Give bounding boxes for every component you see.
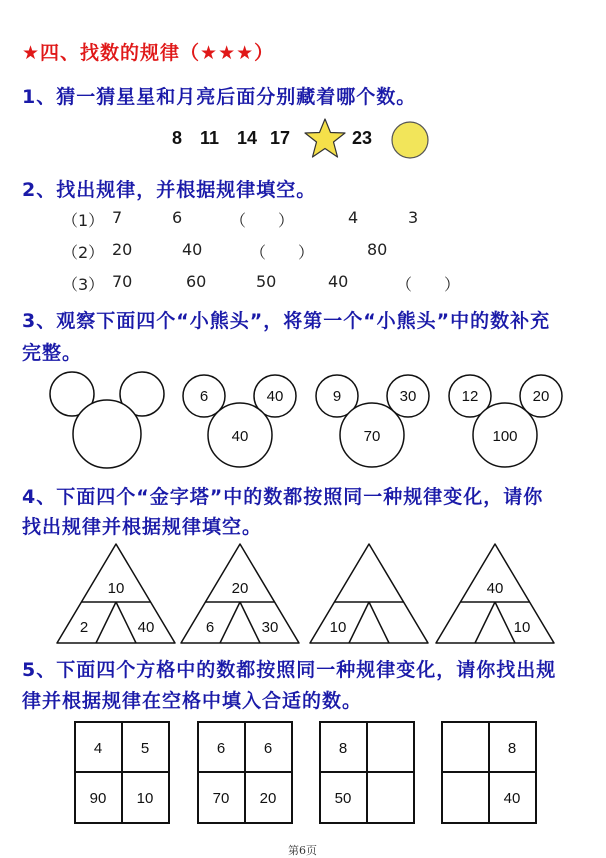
bear-center-value: 100 xyxy=(492,428,518,445)
number-grid xyxy=(198,722,292,823)
grid-cell-value: 5 xyxy=(140,740,150,757)
row-item: 50 xyxy=(256,272,277,291)
question-4-text-line2: 找出规律并根据规律填空。 xyxy=(22,516,263,538)
row-item: 20 xyxy=(112,240,133,259)
grid-cell-value: 70 xyxy=(212,790,230,807)
pyramid-left-value: 2 xyxy=(79,619,89,636)
row-item: 80 xyxy=(367,240,388,259)
bear-center-value: 40 xyxy=(231,428,249,445)
row-item: 40 xyxy=(182,240,203,259)
question-5-text-line1: 5、下面四个方格中的数都按照同一种规律变化，请你找出规 xyxy=(22,659,557,681)
sequence-item: 8 xyxy=(172,128,183,148)
row-item: 4 xyxy=(348,208,359,227)
pyramid-right-value: 30 xyxy=(261,619,279,636)
grid-cell-value: 40 xyxy=(503,790,521,807)
question-4-text-line1: 4、下面四个“金字塔”中的数都按照同一种规律变化，请你 xyxy=(22,486,544,508)
row-item: 7 xyxy=(112,208,123,227)
grid-cell-value: 50 xyxy=(334,790,352,807)
grid-cell-value: 90 xyxy=(89,790,107,807)
page-title: ★四、找数的规律（★★★） xyxy=(22,42,275,64)
pyramid-top-value: 40 xyxy=(486,580,504,597)
number-grids-figure xyxy=(0,718,606,828)
question-2-text: 2、找出规律，并根据规律填空。 xyxy=(22,179,317,201)
grid-cell-value: 6 xyxy=(263,740,273,757)
bear-left-value: 12 xyxy=(461,388,479,405)
pyramid-right-value: 40 xyxy=(137,619,155,636)
pyramid-left-value: 10 xyxy=(329,619,347,636)
grid-cell-value: 10 xyxy=(136,790,154,807)
row-item: 70 xyxy=(112,272,133,291)
sequence-item: 14 xyxy=(237,128,258,148)
answer-blank[interactable]: （ ） xyxy=(396,275,461,294)
number-grid xyxy=(75,722,169,823)
pyramid-left-value: 6 xyxy=(205,619,215,636)
row-label: （3） xyxy=(62,275,105,294)
answer-blank[interactable]: （ ） xyxy=(230,211,295,230)
grid-cell-value: 4 xyxy=(93,740,103,757)
grid-cell-value: 20 xyxy=(259,790,277,807)
bear-center-value: 70 xyxy=(363,428,381,445)
row-label: （2） xyxy=(62,243,105,262)
pyramids-figure xyxy=(0,540,606,648)
pyramid-top-value: 10 xyxy=(107,580,125,597)
number-grid xyxy=(442,722,536,823)
sequence-item: 17 xyxy=(270,128,291,148)
bear-head xyxy=(50,372,164,468)
question-5-text-line2: 律并根据规律在空格中填入合适的数。 xyxy=(22,690,363,712)
bear-right-value: 20 xyxy=(532,388,550,405)
question-3-text-line1: 3、观察下面四个“小熊头”，将第一个“小熊头”中的数补充 xyxy=(22,310,551,332)
question-1-text: 1、猜一猜星星和月亮后面分别藏着哪个数。 xyxy=(22,86,417,108)
pyramid-top-value: 20 xyxy=(231,580,249,597)
grid-cell-value: 6 xyxy=(216,740,226,757)
bear-face xyxy=(73,400,141,468)
moon-icon xyxy=(390,120,430,160)
bear-right-value: 40 xyxy=(266,388,284,405)
bear-heads-figure xyxy=(0,365,606,480)
row-item: 6 xyxy=(172,208,183,227)
star-icon xyxy=(303,117,347,159)
question-3-text-line2: 完整。 xyxy=(22,342,83,364)
grid-cell-value: 8 xyxy=(338,740,348,757)
bear-right-value: 30 xyxy=(399,388,417,405)
row-label: （1） xyxy=(62,211,105,230)
bear-left-value: 6 xyxy=(199,388,209,405)
bear-left-value: 9 xyxy=(332,388,342,405)
sequence-item: 11 xyxy=(200,128,220,148)
grid-cell-value: 8 xyxy=(507,740,517,757)
number-grid xyxy=(320,722,414,823)
row-item: 3 xyxy=(408,208,419,227)
pyramid-right-value: 10 xyxy=(513,619,531,636)
pyramid xyxy=(310,544,428,643)
sequence-item: 23 xyxy=(352,128,373,148)
answer-blank[interactable]: （ ） xyxy=(250,243,315,262)
page-number: 第6页 xyxy=(288,844,317,857)
row-item: 60 xyxy=(186,272,207,291)
row-item: 40 xyxy=(328,272,349,291)
